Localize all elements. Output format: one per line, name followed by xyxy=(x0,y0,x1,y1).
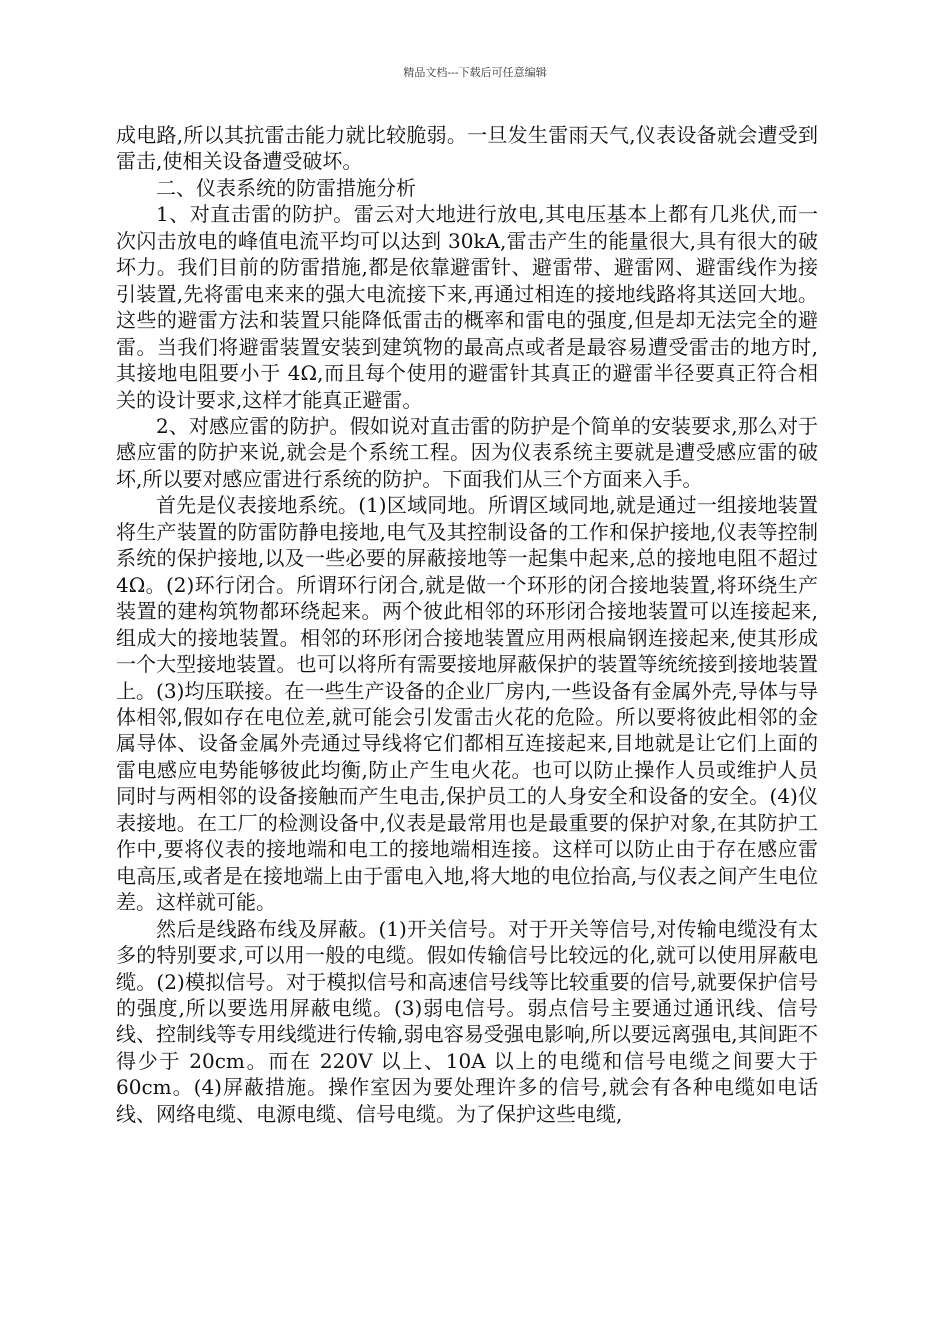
paragraph-continuation: 成电路,所以其抗雷击能力就比较脆弱。一旦发生雷雨天气,仪表设备就会遭受到雷击,使相关设备遭受破坏。 xyxy=(116,123,818,174)
section-heading: 二、仪表系统的防雷措施分析 xyxy=(156,175,416,200)
document-body xyxy=(116,122,818,1127)
page-header: 精品文档---下载后可任意编辑 xyxy=(403,66,547,79)
paragraph-induced-lightning: 2、对感应雷的防护。假如说对直击雷的防护是个简单的安装要求,那么对于感应雷的防护来说,就会是个系统工程。因为仪表系统主要就是遭受感应雷的破坏,所以要对感应雷进行系统的防护。下面我们从三个方面来入手。 xyxy=(116,413,818,491)
paragraph-direct-lightning: 1、对直击雷的防护。雷云对大地进行放电,其电压基本上都有几兆伏,而一次闪击放电的峰值电流平均可以达到 30kA,雷击产生的能量很大,具有很大的破坏力。我们目前的防雷措施,都是依靠避雷针、避雷带、避雷网、避雷线作为接引装置,先将雷电来来的强大电流接下来,再通过相连的接地线路将其送回大地。这些的避雷方法和装置只能降低雷击的概率和雷电的强度,但是却无法完全的避雷。当我们将避雷装置安装到建筑物的最高点或者是最容易遭受雷击的地方时,其接地电阻要小于 4Ω,而且每个使用的避雷针其真正的避雷半径要真正符合相关的设计要求,这样才能真正避雷。 xyxy=(116,202,818,412)
paragraph-wiring-shielding: 然后是线路布线及屏蔽。(1)开关信号。对于开关等信号,对传输电缆没有太多的特别要求,可以用一般的电缆。假如传输信号比较远的化,就可以使用屏蔽电缆。(2)模拟信号。对于模拟信号和高速信号线等比较重要的信号,就要保护信号的强度,所以要选用屏蔽电缆。(3)弱电信号。弱点信号主要通过通讯线、信号线、控制线等专用线缆进行传输,弱电容易受强电影响,所以要远离强电,其间距不得少于 20cm。而在 220V 以上、10A 以上的电缆和信号电缆之间要大于60cm。(4)屏蔽措施。操作室因为要处理许多的信号,就会有各种电缆如电话线、网络电缆、电源电缆、信号电缆。为了保护这些电缆, xyxy=(116,916,818,1126)
paragraph-grounding-system: 首先是仪表接地系统。(1)区域同地。所谓区域同地,就是通过一组接地装置将生产装置的防雷防静电接地,电气及其控制设备的工作和保护接地,仪表等控制系统的保护接地,以及一些必要的屏蔽接地等一起集中起来,总的接地电阻不超过 4Ω。(2)环行闭合。所谓环行闭合,就是做一个环形的闭合接地装置,将环绕生产装置的建构筑物都环绕起来。两个彼此相邻的环形闭合接地装置可以连接起来,组成大的接地装置。相邻的环形闭合接地装置应用两根扁钢连接起来,使其形成一个大型接地装置。也可以将所有需要接地屏蔽保护的装置等统统接到接地装置上。(3)均压联接。在一些生产设备的企业厂房内,一些设备有金属外壳,导体与导体相邻,假如存在电位差,就可能会引发雷击火花的危险。所以要将彼此相邻的金属导体、设备金属外壳通过导线将它们都相互连接起来,目地就是让它们上面的雷电感应电势能够彼此均衡,防止产生电火花。也可以防止操作人员或维护人员同时与两相邻的设备接触而产生电击,保护员工的人身安全和设备的安全。(4)仪表接地。在工厂的检测设备中,仪表是最常用也是最重要的保护对象,在其防护工作中,要将仪表的接地端和电工的接地端相连接。这样可以防止由于存在感应雷电高压,或者是在接地端上由于雷电入地,将大地的电位抬高,与仪表之间产生电位差。这样就可能。 xyxy=(116,493,818,915)
